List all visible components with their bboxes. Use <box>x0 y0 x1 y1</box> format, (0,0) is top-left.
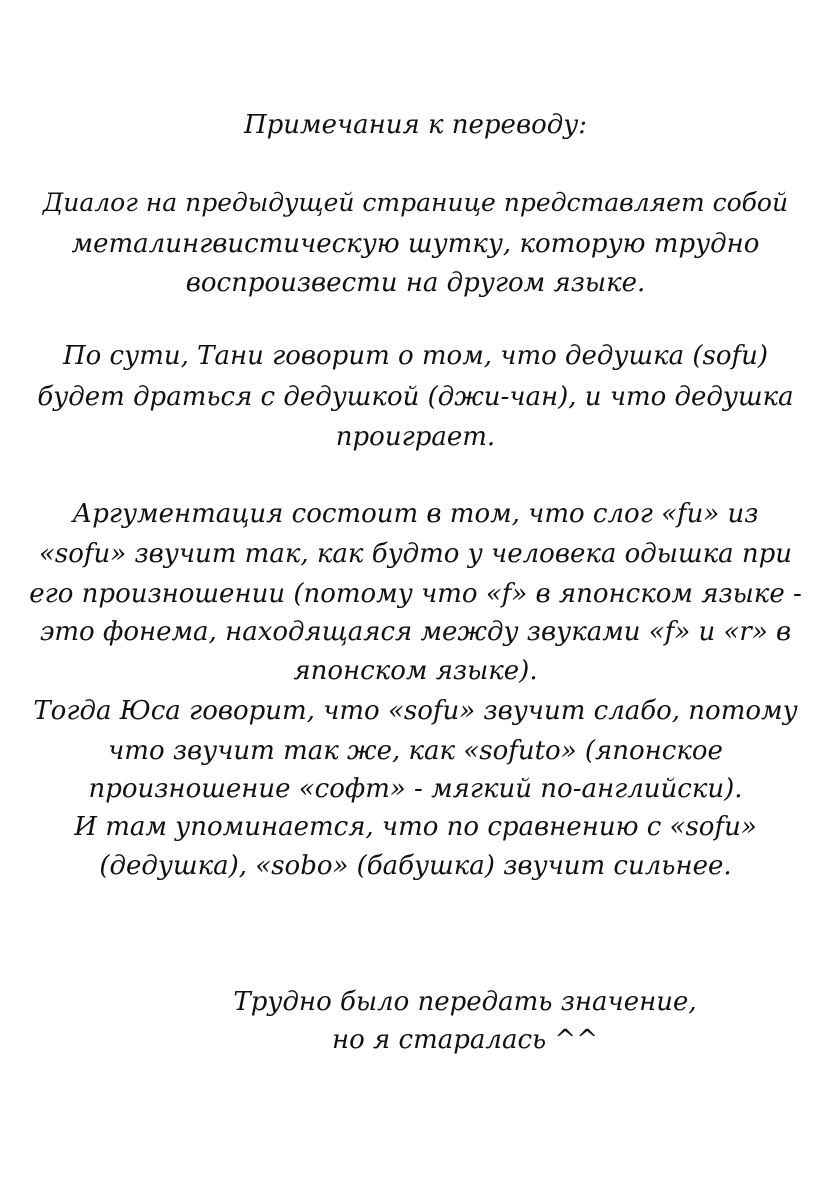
paragraph-line: Тогда Юса говорит, что «sofu» звучит слабо, потому <box>33 696 798 726</box>
paragraph-line: (дедушка), «sobo» (бабушка) звучит сильнее. <box>99 851 732 881</box>
notes-title: Примечания к переводу: <box>243 110 588 140</box>
paragraph-line: Аргументация состоит в том, что слог «fu» из <box>72 499 759 529</box>
paragraph-line: металингвистическую шутку, которую трудно <box>71 229 760 259</box>
paragraph-line: И там упоминается, что по сравнению с «sofu» <box>74 812 757 842</box>
paragraph-line: японском языке). <box>293 656 538 686</box>
paragraph-line: проиграет. <box>335 422 496 452</box>
paragraph-line: произношение «софт» - мягкий по-английски). <box>88 774 743 804</box>
closing-line: но я старалась ^^ <box>332 1025 598 1055</box>
paragraph-line: По сути, Тани говорит о том, что дедушка (sofu) <box>62 341 769 371</box>
paragraph-line: это фонема, находящаяся между звуками «f» и «r» в <box>39 617 792 647</box>
paragraph-line: его произношении (потому что «f» в японском языке - <box>29 579 802 609</box>
paragraph-line: будет драться с дедушкой (джи-чан), и что дедушка <box>37 382 794 412</box>
paragraph-line: Диалог на предыдущей странице представляет собой <box>42 188 789 217</box>
paragraph-line: «sofu» звучит так, как будто у человека одышка при <box>39 539 792 569</box>
paragraph-line: воспроизвести на другом языке. <box>185 268 646 298</box>
closing-line: Трудно было передать значение, <box>233 987 697 1017</box>
paragraph-line: что звучит так же, как «sofuto» (японское <box>108 736 723 766</box>
